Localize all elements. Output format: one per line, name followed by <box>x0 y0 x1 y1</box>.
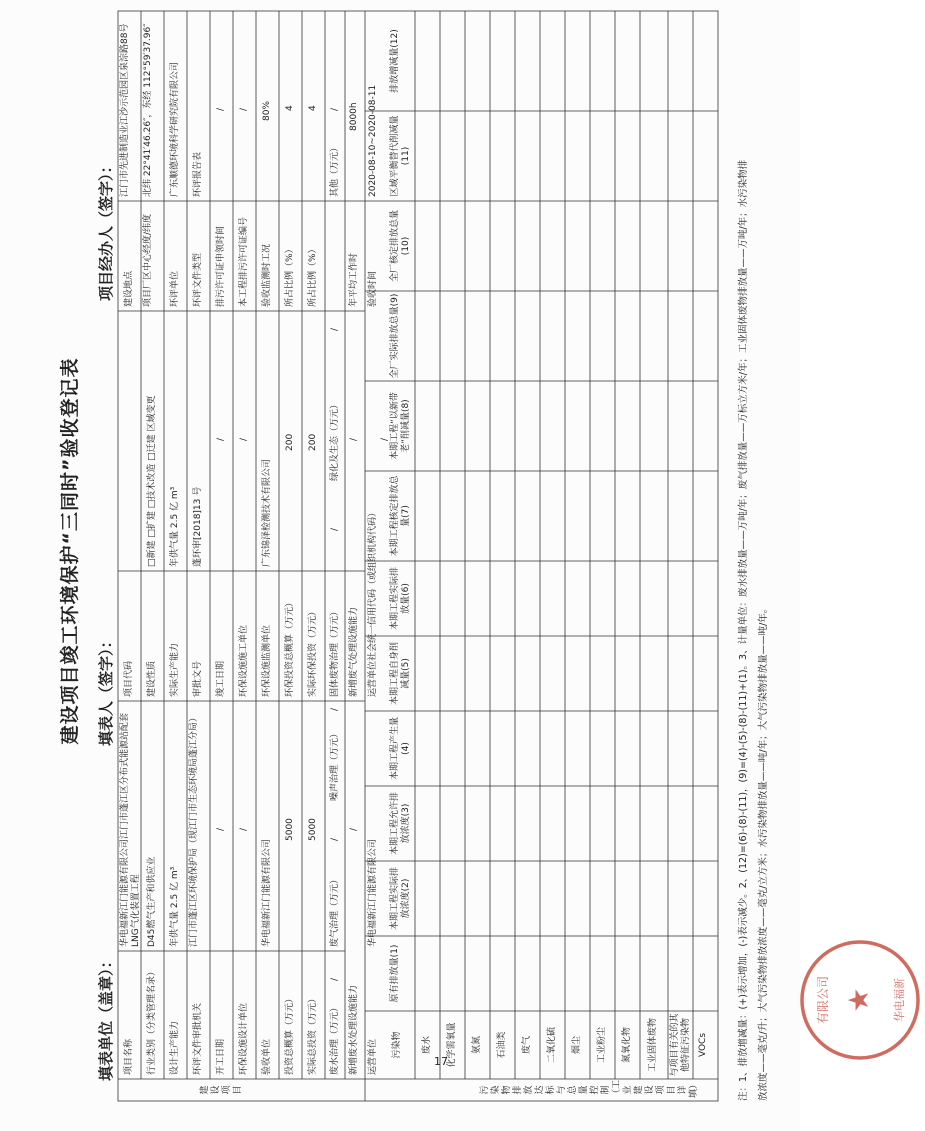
operator-label: 运营单位 <box>368 1038 378 1075</box>
water-val: / <box>330 977 340 981</box>
budget-label: 投资总概算（万元） <box>285 993 295 1075</box>
actual-env: 200 <box>308 433 318 451</box>
approval-no: 蓬环审[2018]13 号 <box>193 486 203 567</box>
ratio2-label: 所占比例（%） <box>308 244 318 307</box>
eia-type: 环评报告表 <box>193 151 203 197</box>
budget: 5000 <box>285 818 295 841</box>
design-capacity: 年供气量 2.5 亿 m³ <box>170 866 180 947</box>
constr-unit: / <box>239 437 249 441</box>
monitor-unit-label: 环保设施监测单位 <box>262 624 272 697</box>
pollutant-row-4: 废气 <box>522 1036 532 1055</box>
form-title: 建设项目竣工环境保护“三同时”验收登记表 <box>59 357 81 745</box>
pollutant-header-6: 本期工程实际排放量(6) <box>390 567 411 631</box>
pollutant-row-5: 二氧化硫 <box>547 1027 557 1064</box>
gas-label: 废气治理（万元） <box>330 874 340 947</box>
pollutant-row-11: VOCs <box>698 1032 708 1058</box>
pollutant-header-10: 全厂核定排放总量(10) <box>390 210 411 283</box>
note-line-2: 放浓度——毫克/升；大气污染物排放浓度——毫克/立方米；水污染物排放量——吨/年；大气污染物排放量——吨/年。 <box>758 603 769 1101</box>
eia-unit: 广东顺德环境科学研究院有限公司 <box>170 61 180 197</box>
pollutant-header-11: 区域平衡替代削减量(11) <box>390 115 411 197</box>
green-val: / <box>330 327 340 331</box>
pollutant-row-8: 氮氧化物 <box>622 1027 632 1064</box>
industry-label: 行业类别（分类管理名录） <box>147 966 157 1075</box>
filler-person-label: 填表人（签字）： <box>97 633 115 746</box>
noise-label: 噪声治理（万元） <box>330 728 340 801</box>
location: 江门市先进制造业江沙示范园区泉淙路88号 <box>120 23 130 197</box>
permit-no-label: 本工程排污许可证编号 <box>239 216 249 307</box>
pollutant-header-9: 全厂实际排放总量(9) <box>390 293 400 379</box>
pollutant-row-9: 工业固体废物 <box>648 1018 658 1073</box>
eia-authority: 江门市蓬江区环境保护局（现江门市生态环境局蓬江分局） <box>189 712 199 947</box>
pollutant-row-10: 与项目有关的其他特征污染物 <box>670 1013 691 1077</box>
noise-val: / <box>330 707 340 711</box>
project-name: 华电福新江门能源有限公司江门市蓬江区分布式能源站配套LNG气化装置工程 <box>120 712 141 947</box>
env-budget: 200 <box>285 433 295 451</box>
operator: 华电福新江门能源有限公司 <box>368 838 378 947</box>
monitor-cond-label: 验收监测时工况 <box>262 243 272 307</box>
eia-type-label: 环评文件类型 <box>193 252 203 307</box>
monitor-unit: 广东锦泽检测技术有限公司 <box>262 458 272 567</box>
pollutant-header-4: 本期工程产生量(4) <box>390 717 411 781</box>
design-unit: / <box>239 827 249 831</box>
water-label: 废水治理（万元） <box>330 1002 340 1075</box>
pollutant-row-3: 石油类 <box>497 1031 507 1059</box>
pollutant-row-1: 化学需氧量 <box>447 1022 457 1068</box>
env-budget-label: 环保投资总概算（万元） <box>285 597 295 697</box>
other-val: / <box>330 107 340 111</box>
location-label: 建设地点 <box>124 270 134 307</box>
monitor-cond: 80% <box>262 100 272 121</box>
pollutant-header-2: 本期工程实际排放浓度(2) <box>390 867 411 931</box>
pollutant-header-3: 本期工程允许排放浓度(3) <box>390 792 411 856</box>
actual-invest: 5000 <box>308 818 318 841</box>
handler-label: 项目经办人（签字）： <box>97 158 115 301</box>
period-label: 验收时间 <box>368 270 378 307</box>
solid-label: 固体废物治理（万元） <box>330 606 340 697</box>
pollutant-row-6: 烟尘 <box>572 1036 582 1055</box>
actual-capacity: 年供气量 2.5 亿 m³ <box>170 486 180 567</box>
new-gas: / <box>349 437 359 441</box>
completion-date: / <box>216 437 226 441</box>
actual-invest-label: 实际总投资（万元） <box>308 993 318 1075</box>
construction-side-label: 建设项目 <box>200 1085 243 1095</box>
permit-no: / <box>239 107 249 111</box>
pollutant-side-label: 污染物排放达标与总量控制（工业建设项目详填） <box>480 1079 699 1098</box>
actual-capacity-label: 实际生产能力 <box>170 642 180 697</box>
gas-val: / <box>330 837 340 841</box>
eia-authority-label: 环评文件审批机关 <box>193 1002 203 1075</box>
pollutant-header-12: 排放增减量(12) <box>390 29 400 93</box>
credit-label: 运营单位社会统一信用代码（或组织机构代码） <box>368 507 378 697</box>
approval-no-label: 审批文号 <box>193 660 203 697</box>
actual-env-label: 实际环保投资（万元） <box>308 606 318 697</box>
pollutant-header-5: 本期工程自身削减量(5) <box>390 642 411 706</box>
new-gas-label: 新增废气处理设施能力 <box>349 606 359 697</box>
nature-label: 建设性质 <box>147 660 157 697</box>
pollutant-header-1: 原有排放量(1) <box>390 944 400 1003</box>
coord: 北纬 22°41′46.26″，东经 112°59′37.96″ <box>143 23 153 197</box>
note-line-1: 注：1、排放增减量：(+)表示增加，(-)表示减少。2、(12)=(6)-(8)-(11)，(9)=(4)-(5)-(8)-(11)+(1)。3、计量单位：废水排放量——万吨/年；废气排放量——万标立方米/年；工业固体废物排放量——万吨/年；水污染物排 <box>738 159 749 1101</box>
green-label: 绿化及生态（万元） <box>330 399 340 481</box>
pollutant-header-0: 污染物 <box>392 1031 402 1059</box>
svg-text:华电福新: 华电福新 <box>893 978 906 1022</box>
completion-date-label: 竣工日期 <box>216 660 226 697</box>
constr-unit-label: 环保设施施工单位 <box>239 624 249 697</box>
filler-unit-label: 填表单位（盖章）： <box>97 953 115 1081</box>
credit: / <box>380 437 390 441</box>
acceptance-unit: 华电福新江门能源有限公司 <box>262 838 272 947</box>
period: 2020-08-10~2020-08-11 <box>368 84 378 197</box>
start-date: / <box>216 827 226 831</box>
pollutant-row-7: 工业粉尘 <box>597 1027 607 1064</box>
new-water: / <box>349 827 359 831</box>
pollutant-header-8: 本期工程“以新带老”削减量(8) <box>390 392 411 460</box>
pollutant-row-0: 废水 <box>422 1036 432 1055</box>
hours-label: 年平均工作时 <box>349 252 359 307</box>
other-label: 其他（万元） <box>330 142 340 197</box>
design-unit-label: 环保设施设计单位 <box>239 1002 249 1075</box>
permit-date-label: 排污许可证申领时间 <box>216 225 226 307</box>
hours: 8000h <box>349 102 359 131</box>
coord-label: 项目厂区中心经度/纬度 <box>143 213 153 307</box>
nature: □新建 □扩建 □技术改造 □迁建 区域变更 <box>147 395 157 567</box>
new-water-label: 新增废水处理设施能力 <box>349 984 359 1075</box>
svg-text:★: ★ <box>842 987 875 1013</box>
design-capacity-label: 设计生产能力 <box>170 1020 180 1075</box>
ratio1: 4 <box>285 105 295 111</box>
pollutant-header-7: 本期工程核定排放总量(7) <box>390 475 411 557</box>
company-seal-stamp <box>795 935 925 1065</box>
permit-date: / <box>216 107 226 111</box>
svg-text:有限公司: 有限公司 <box>816 975 830 1025</box>
solid-val: / <box>330 527 340 531</box>
pollutant-row-2: 氨氮 <box>472 1036 482 1055</box>
page-number: 17 <box>434 1055 448 1068</box>
project-name-label: 项目名称 <box>124 1038 134 1075</box>
industry: D45燃气生产和供应业 <box>147 856 157 947</box>
acceptance-unit-label: 验收单位 <box>262 1038 272 1075</box>
ratio1-label: 所占比例（%） <box>285 244 295 307</box>
project-code-label: 项目代码 <box>124 660 134 697</box>
ratio2: 4 <box>308 105 318 111</box>
eia-unit-label: 环评单位 <box>170 270 180 307</box>
start-date-label: 开工日期 <box>216 1038 226 1075</box>
